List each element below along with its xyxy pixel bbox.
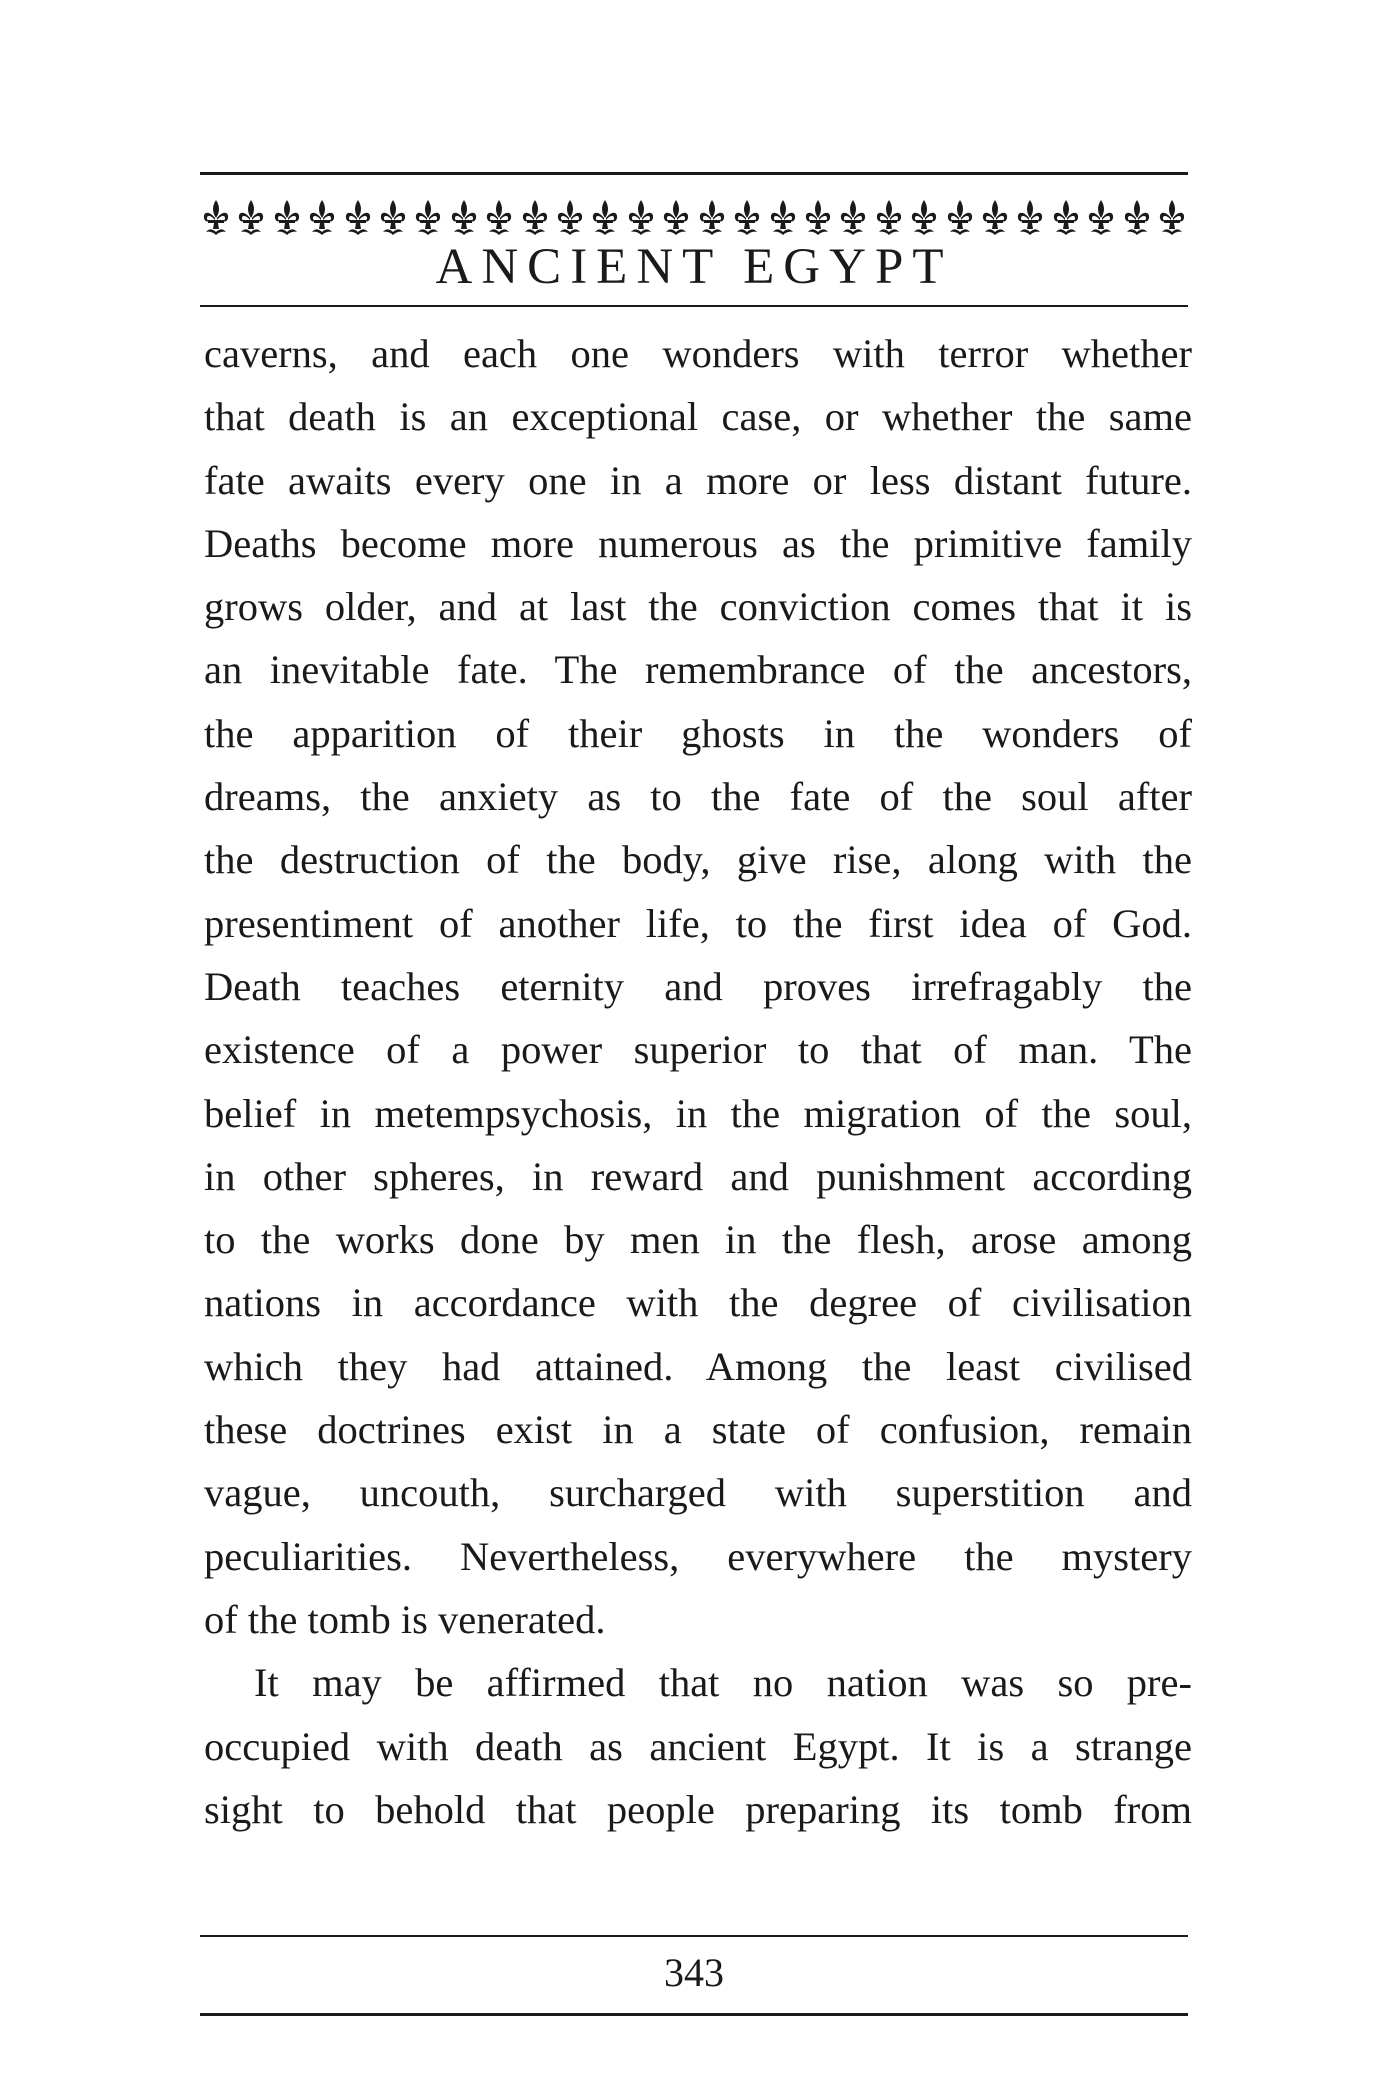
fleur-de-lis-icon [731,198,763,238]
fleur-de-lis-icon [1121,198,1153,238]
text-line: that death is an exceptional case, or whether the same [204,394,1192,440]
text-line: these doctrines exist in a state of confusion, remain [204,1407,1192,1453]
text-line: which they had attained. Among the least civilised [204,1343,1192,1389]
fleur-de-lis-icon [589,198,621,238]
text-line: Deaths become more numerous as the primitive family [204,520,1192,566]
fleur-de-lis-icon [271,198,303,238]
fleur-de-lis-icon [660,198,692,238]
text-line: existence of a power superior to that of man. The [204,1027,1192,1073]
page-number: 343 [664,1950,724,1995]
fleur-de-lis-icon [448,198,480,238]
text-line: in other spheres, in reward and punishment according [204,1153,1192,1199]
fleur-de-lis-icon [1085,198,1117,238]
text-line: dreams, the anxiety as to the fate of the soul after [204,774,1192,820]
fleur-de-lis-icon [944,198,976,238]
fleur-de-lis-icon [342,198,374,238]
text-line: Death teaches eternity and proves irrefragably the [204,963,1192,1009]
fleur-de-lis-icon [519,198,551,238]
text-line: the apparition of their ghosts in the wonders of [204,710,1192,756]
fleur-de-lis-icon [767,198,799,238]
text-line: to the works done by men in the flesh, arose among [204,1217,1192,1263]
footer-divider-rule [200,1935,1188,1937]
fleur-de-lis-icon [200,198,232,238]
fleur-de-lis-icon [908,198,940,238]
body-text [204,322,1192,1841]
top-border-rule [200,172,1188,175]
fleur-de-lis-icon [837,198,869,238]
text-line: nations in accordance with the degree of civilisation [204,1280,1192,1326]
fleur-de-lis-icon [483,198,515,238]
text-line: the destruction of the body, give rise, along with the [204,837,1192,883]
fleur-de-lis-icon [802,198,834,238]
text-line: an inevitable fate. The remembrance of the ancestors, [204,647,1192,693]
fleur-de-lis-icon [696,198,728,238]
fleur-de-lis-icon [412,198,444,238]
fleur-de-lis-icon [873,198,905,238]
text-line: of the tomb is venerated. [204,1596,606,1642]
running-head-title: ANCIENT EGYPT [435,239,953,295]
bottom-border-rule [200,2013,1188,2016]
fleur-de-lis-icon [306,198,338,238]
fleur-de-lis-icon [979,198,1011,238]
fleur-de-lis-icon [554,198,586,238]
fleur-de-lis-icon [1156,198,1188,238]
text-line: belief in metempsychosis, in the migration of the soul, [204,1090,1192,1136]
text-line: presentiment of another life, to the first idea of God. [204,900,1192,946]
fleur-de-lis-icon [377,198,409,238]
fleur-de-lis-icon [1050,198,1082,238]
fleur-de-lis-icon [625,198,657,238]
fleur-de-lis-icon [1014,198,1046,238]
text-line: caverns, and each one wonders with terror whether [204,331,1192,376]
text-line: occupied with death as ancient Egypt. It is a strange [204,1723,1192,1769]
text-line: peculiarities. Nevertheless, everywhere the mystery [204,1533,1192,1579]
header-divider-rule [200,305,1188,307]
text-line: It may be affirmed that no nation was so pre- [254,1660,1192,1706]
fleur-de-lis-icon [235,198,267,238]
text-line: grows older, and at last the conviction comes that it is [204,584,1192,630]
text-line: sight to behold that people preparing its tomb from [204,1786,1192,1832]
text-line: fate awaits every one in a more or less distant future. [204,457,1192,503]
text-line: vague, uncouth, surcharged with superstition and [204,1470,1192,1516]
